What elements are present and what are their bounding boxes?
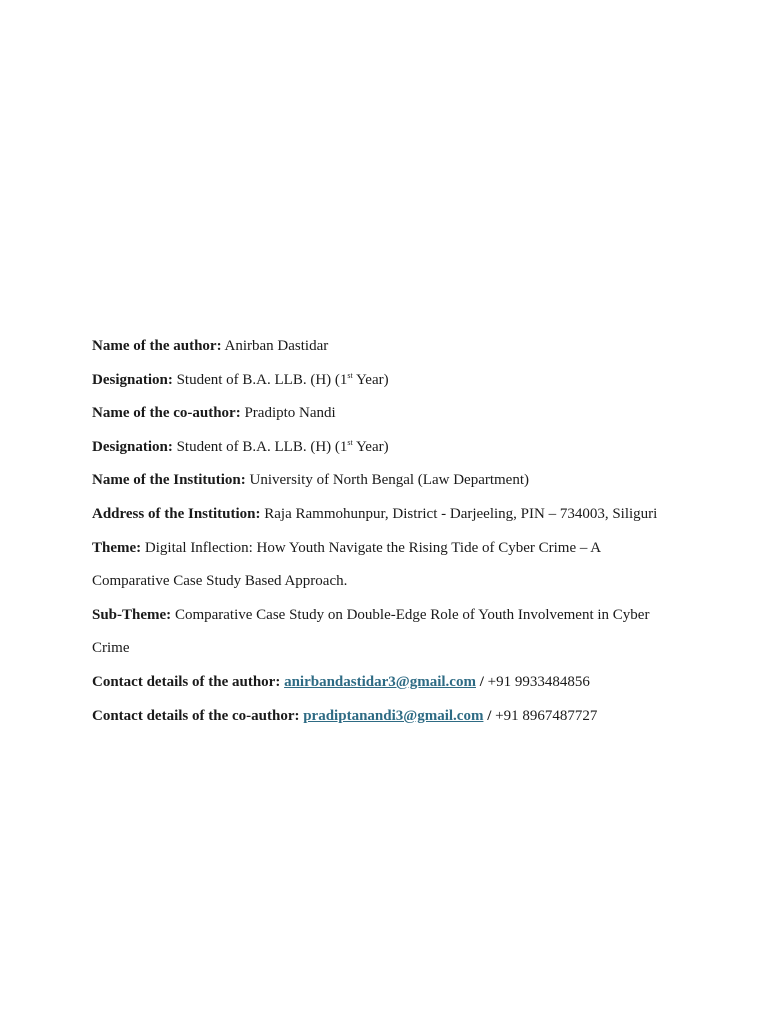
theme-line	[92, 532, 632, 599]
coauthor-name-line	[92, 405, 692, 422]
coauthor-designation-ordinal: st	[347, 437, 353, 447]
coauthor-designation-year: Year)	[352, 438, 389, 455]
author-name-line	[92, 338, 692, 355]
author-details-block	[92, 338, 692, 741]
coauthor-name-label: Name of the co-author:	[92, 405, 241, 422]
institution-name-label: Name of the Institution:	[92, 472, 246, 489]
coauthor-contact-separator: /	[487, 707, 492, 724]
author-email-link[interactable]: anirbandastidar3@gmail.com	[284, 673, 476, 690]
author-designation-ordinal: st	[347, 370, 353, 380]
coauthor-designation-value	[177, 439, 389, 455]
coauthor-email-link[interactable]: pradiptanandi3@gmail.com	[303, 707, 484, 724]
author-name-label: Name of the author:	[92, 338, 222, 354]
coauthor-designation-label: Designation:	[92, 438, 173, 455]
author-contact-line	[92, 674, 692, 691]
coauthor-designation-line	[92, 439, 692, 456]
author-contact-separator: /	[479, 673, 484, 690]
institution-address-line	[92, 506, 692, 523]
author-designation-value	[177, 372, 389, 388]
author-designation-year: Year)	[352, 371, 389, 388]
subtheme-label: Sub-Theme:	[92, 606, 172, 623]
author-designation-line	[92, 372, 692, 389]
coauthor-contact-line	[92, 708, 692, 725]
coauthor-phone: +91 8967487727	[495, 707, 598, 724]
subtheme-line	[92, 599, 682, 666]
coauthor-name-value: Pradipto Nandi	[244, 405, 336, 422]
coauthor-designation-text: Student of B.A. LLB. (H) (1	[176, 438, 348, 455]
subtheme-value: Comparative Case Study on Double-Edge Role of Youth Involvement in Cyber Crime	[92, 606, 650, 657]
author-designation-text: Student of B.A. LLB. (H) (1	[176, 371, 348, 388]
coauthor-contact-label: Contact details of the co-author:	[92, 707, 300, 724]
institution-address-label: Address of the Institution:	[92, 505, 261, 522]
theme-label: Theme:	[92, 539, 142, 556]
theme-value: Digital Inflection: How Youth Navigate the Rising Tide of Cyber Crime – A Comparative Case Study Based Approach.	[92, 539, 601, 590]
author-name-value: Anirban Dastidar	[224, 338, 329, 354]
author-contact-label: Contact details of the author:	[92, 673, 281, 690]
institution-address-value: Raja Rammohunpur, District - Darjeeling, PIN – 734003, Siliguri	[264, 505, 658, 522]
author-designation-label: Designation:	[92, 371, 173, 388]
institution-name-value: University of North Bengal (Law Department)	[249, 472, 529, 489]
author-phone: +91 9933484856	[487, 673, 590, 690]
institution-name-line	[92, 472, 692, 489]
